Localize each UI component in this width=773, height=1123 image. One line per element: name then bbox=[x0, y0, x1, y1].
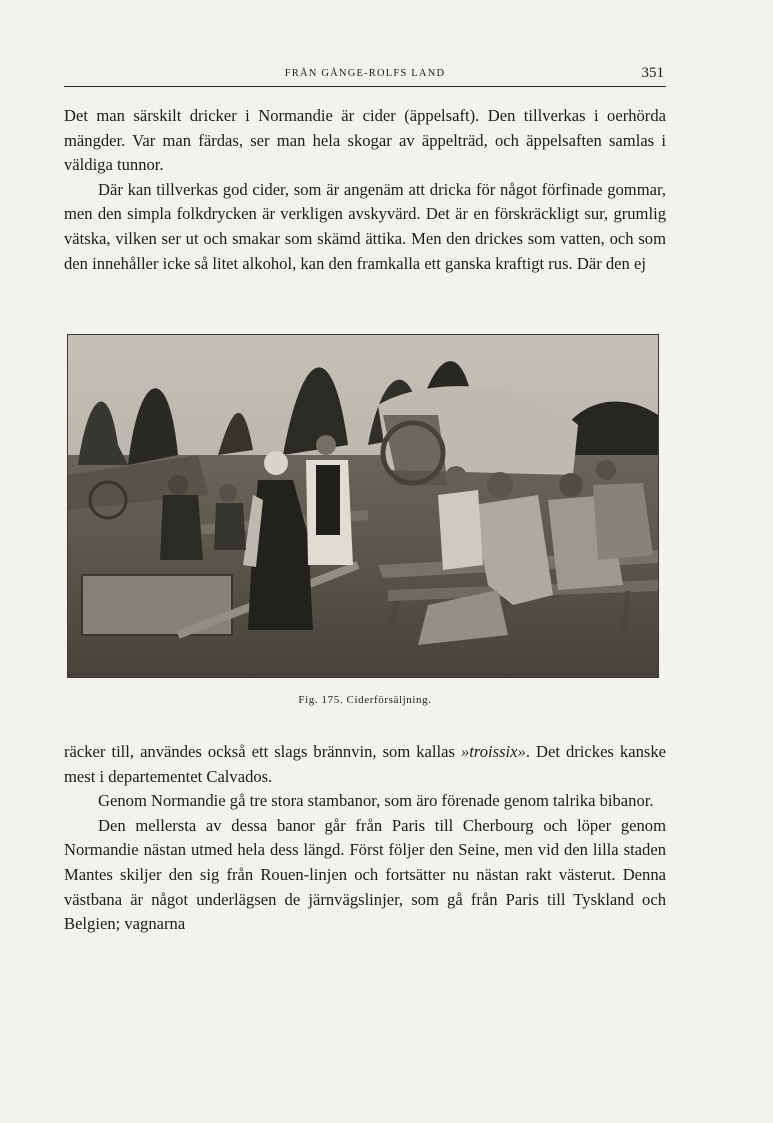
cider-sale-photo bbox=[68, 335, 658, 677]
figure-photograph bbox=[67, 334, 659, 678]
text-block-top bbox=[64, 104, 666, 276]
paragraph-railways: Genom Normandie gå tre stora stambanor, som äro förenade genom talrika bibanor. bbox=[98, 791, 654, 811]
paragraph-cider-quality: Där kan tillverkas god cider, som är angenäm att dricka för något förfinade gommar, men den simpla folkdrycken är verkligen avskyvärd. Det är en förskräckligt sur, grumlig vätska, vilken ser ut och smakar som skämd ättika. Men den drickes som vatten, och som den innehåller icke så litet alkohol, kan den framkalla ett ganska kraftigt rus. Där den ej bbox=[64, 179, 666, 273]
paragraph-middle-line: Den mellersta av dessa banor går från Paris till Cherbourg och löper genom Normandie nästan utmed hela dess längd. Först följer den Seine, men vid den lilla staden Mantes skiljer den sig från Rouen-linjen och fortsätter nu nästan rakt västerut. Denna västbana är något underlägsen de järnvägslinjer, som gå från Paris till Tyskland och Belgien; vagnarna bbox=[64, 815, 666, 934]
paragraph-troissix-start: räcker till, användes också ett slags brännvin, som kallas bbox=[64, 742, 461, 761]
page-number: 351 bbox=[641, 65, 664, 81]
paragraph-troissix bbox=[64, 740, 666, 789]
term-troissix: »troissix» bbox=[460, 742, 526, 761]
text-block-bottom bbox=[64, 740, 666, 937]
figure-caption: Fig. 175. Ciderförsäljning. bbox=[298, 694, 432, 706]
paragraph-troissix-end: . Det drickes kanske mest i departementet Calvados. bbox=[64, 742, 666, 786]
paragraph-cider-intro: Det man särskilt dricker i Normandie är cider (äppelsaft). Den tillverkas i oerhörda mängder. Var man färdas, ser man hela skogar av äppelträd, och äppelsaften samlas i väldiga tunnor. bbox=[64, 106, 666, 175]
running-header bbox=[64, 66, 666, 87]
running-title: FRÅN GÅNGE-ROLFS LAND bbox=[284, 68, 446, 79]
